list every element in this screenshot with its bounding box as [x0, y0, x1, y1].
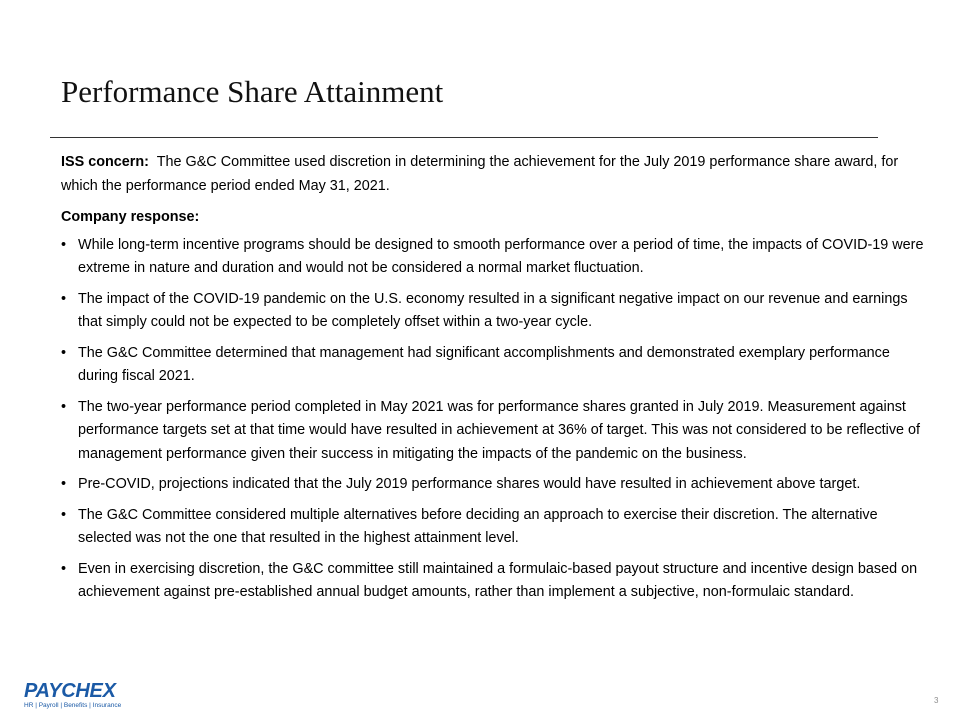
response-bullet-text: Even in exercising discretion, the G&C committee still maintained a formulaic-based payout structure and incentive design based on achievement against pre-established annual budget amounts, rather than implement a subjective, non-formulaic standard. — [78, 560, 918, 600]
bullet-icon: • — [61, 290, 67, 307]
response-bullet-text: The two-year performance period completed in May 2021 was for performance shares granted in July 2019. Measurement against performance targets set at that time would have resulted in achievement at 36% of target. This was not considered to be reflective of management performance given their success in mitigating the impacts of the pandemic on the business. — [78, 398, 921, 462]
slide-body — [61, 151, 927, 612]
iss-concern-text: The G&C Committee used discretion in determining the achievement for the July 2019 performance share award, for which the performance period ended May 31, 2021. — [61, 154, 899, 194]
bullet-icon: • — [61, 506, 67, 523]
response-bullet-text: The G&C Committee considered multiple alternatives before deciding an approach to exercise their discretion. The alternative selected was not the one that resulted in the highest attainment level. — [78, 506, 878, 546]
bullet-icon: • — [61, 344, 67, 361]
bullet-icon: • — [61, 560, 67, 577]
bullet-icon: • — [61, 398, 67, 415]
paychex-logo — [24, 681, 121, 710]
iss-concern-paragraph — [61, 151, 927, 198]
response-bullet-text: While long-term incentive programs should be designed to smooth performance over a period of time, the impacts of COVID-19 were extreme in nature and duration and would not be considered a normal market fluctuation. — [78, 236, 924, 276]
response-bullet — [61, 342, 927, 389]
response-bullet — [61, 504, 927, 551]
response-bullet-list — [61, 234, 927, 605]
response-bullet-text: The G&C Committee determined that management had significant accomplishments and demonstrated exemplary performance during fiscal 2021. — [78, 344, 890, 384]
logo-tagline: HR | Payroll | Benefits | Insurance — [24, 702, 122, 709]
response-bullet — [61, 396, 927, 467]
bullet-icon: • — [61, 236, 67, 253]
logo-wordmark: PAYCHEX — [24, 680, 116, 702]
page-number: 3 — [934, 696, 939, 705]
response-bullet — [61, 558, 927, 605]
bullet-icon: • — [61, 476, 67, 492]
response-bullet — [61, 288, 927, 335]
title-divider — [50, 137, 878, 138]
company-response-heading: Company response: — [61, 209, 200, 225]
response-bullet — [61, 234, 927, 281]
response-bullet-text: The impact of the COVID-19 pandemic on the U.S. economy resulted in a significant negative impact on our revenue and earnings that simply could not be expected to be completely offset within a two-year cycle. — [78, 290, 908, 330]
response-bullet-text: Pre-COVID, projections indicated that the July 2019 performance shares would have resulted in achievement above target. — [78, 476, 861, 492]
response-bullet — [61, 473, 927, 497]
iss-concern-label: ISS concern: — [61, 154, 149, 170]
slide-title: Performance Share Attainment — [61, 74, 444, 109]
